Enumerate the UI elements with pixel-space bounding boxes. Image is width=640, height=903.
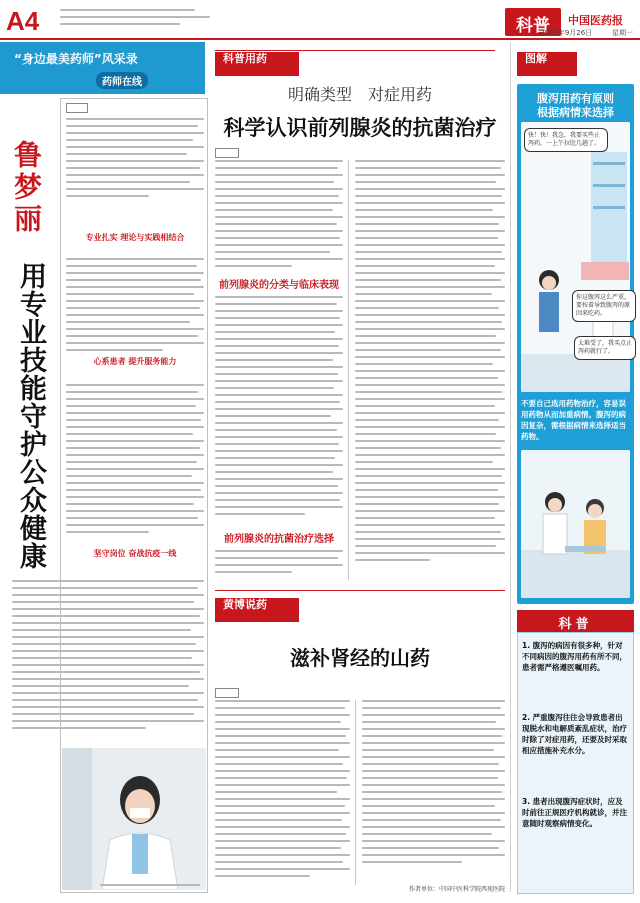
- feature-headline: 用专业技能守护公众健康: [15, 262, 46, 570]
- header-rule: [0, 38, 640, 40]
- left-subhead-2: 心系患者 提升服务能力: [93, 357, 177, 366]
- bottom-article-footer: 作者单位：中国中医科学院西苑医院: [408, 886, 505, 893]
- left-subhead-3: 坚守岗位 奋战抗疫一线: [93, 549, 177, 558]
- left-text-2: [66, 384, 204, 538]
- speech-bubble-pharmacist: 你这腹泻这么严重，要按着导致腹泻的原因来吃药。: [572, 290, 636, 322]
- banner-slogan: “身边最美药师”风采录: [14, 52, 138, 66]
- center-col2-text: [355, 160, 505, 566]
- left-intro-text: [66, 118, 204, 202]
- center-col1-text-a: [215, 160, 343, 272]
- center-col1-text-c: [215, 550, 343, 578]
- infographic-title-1: 腹泻用药有原则: [537, 92, 614, 105]
- bottom-author-box: [215, 688, 239, 698]
- infographic-title-2: 根据病情来选择: [537, 106, 614, 119]
- left-text-3: [12, 580, 204, 734]
- bottom-col-divider: [355, 700, 356, 885]
- photo-caption: [100, 884, 200, 886]
- editor-info: [60, 9, 210, 30]
- center-subhead-2: 前列腺炎的抗菌治疗选择: [224, 534, 334, 545]
- infographic-bottom-art: [521, 450, 630, 598]
- banner-brand-tag: 药师在线: [96, 72, 148, 89]
- pharmacist-illustration: [62, 748, 206, 890]
- pharmacist-name: 鲁梦丽: [10, 140, 43, 236]
- center-col1-text-b: [215, 296, 343, 520]
- paper-name: 中国医药报: [568, 14, 623, 27]
- bottom-col1-text: [215, 700, 350, 882]
- page-code: A4: [6, 6, 40, 36]
- column-tag-label: 科普用药: [223, 52, 267, 65]
- page-header: [0, 0, 640, 40]
- author-box: [66, 103, 88, 113]
- issue-date: 2022年9月26日: [540, 29, 593, 37]
- column-tag-huangbo: [215, 598, 299, 622]
- column-tag-science: [215, 52, 299, 76]
- right-column-divider: [510, 42, 511, 892]
- speech-bubble-patient: 快！快！我急，我要买些止泻药，一上午拉肚几趟了。: [524, 128, 608, 152]
- bottom-col2-text: [362, 700, 505, 868]
- article-title: 科学认识前列腺炎的抗菌治疗: [223, 116, 497, 140]
- column-tag-illustrated: [517, 52, 577, 76]
- issue-weekday: 星期一: [612, 29, 633, 37]
- tip-item-1: 1. 腹泻的病因有很多种，针对不同病因的腹泻用药有所不同，患者需严格遵医嘱用药。: [522, 641, 627, 672]
- doctor-consult-illustration: [521, 450, 630, 598]
- bottom-top-rule: [215, 590, 505, 591]
- center-top-rule: [215, 50, 495, 51]
- tips-header-label: 科普: [558, 617, 593, 632]
- section-badge-text: 科普: [516, 16, 550, 36]
- infographic-caption: 不要自己选用药物治疗，容易误用药物从而加重病情。腹泻的病因复杂，需根据病情来选择适当药物。: [521, 399, 626, 441]
- column-tag-illustrated-label: 图解: [525, 52, 547, 65]
- bottom-article-title: 滋补肾经的山药: [290, 646, 430, 670]
- center-author-box: [215, 148, 239, 158]
- left-subhead-1: 专业扎实 理论与实践相结合: [85, 233, 185, 242]
- tip-item-2: 2. 严重腹泻往往会导致患者出现脱水和电解质紊乱症状，治疗时除了对症用药，还要及时采取相应措施补充水分。: [522, 713, 627, 755]
- speech-bubble-patient-2: 太难受了，我买点止泻药就行了。: [574, 336, 636, 360]
- tip-item-3: 3. 患者出现腹泻症状时，应及时前往正规医疗机构就诊，并注意随时观察病情变化。: [522, 797, 627, 828]
- center-col-divider: [348, 160, 349, 580]
- column-tag-huangbo-label: 黄博说药: [223, 598, 267, 611]
- article-subtitle: 明确类型 对症用药: [287, 85, 432, 104]
- left-text-1: [66, 258, 204, 356]
- center-subhead-1: 前列腺炎的分类与临床表现: [219, 280, 339, 291]
- pharmacist-photo: [62, 748, 206, 890]
